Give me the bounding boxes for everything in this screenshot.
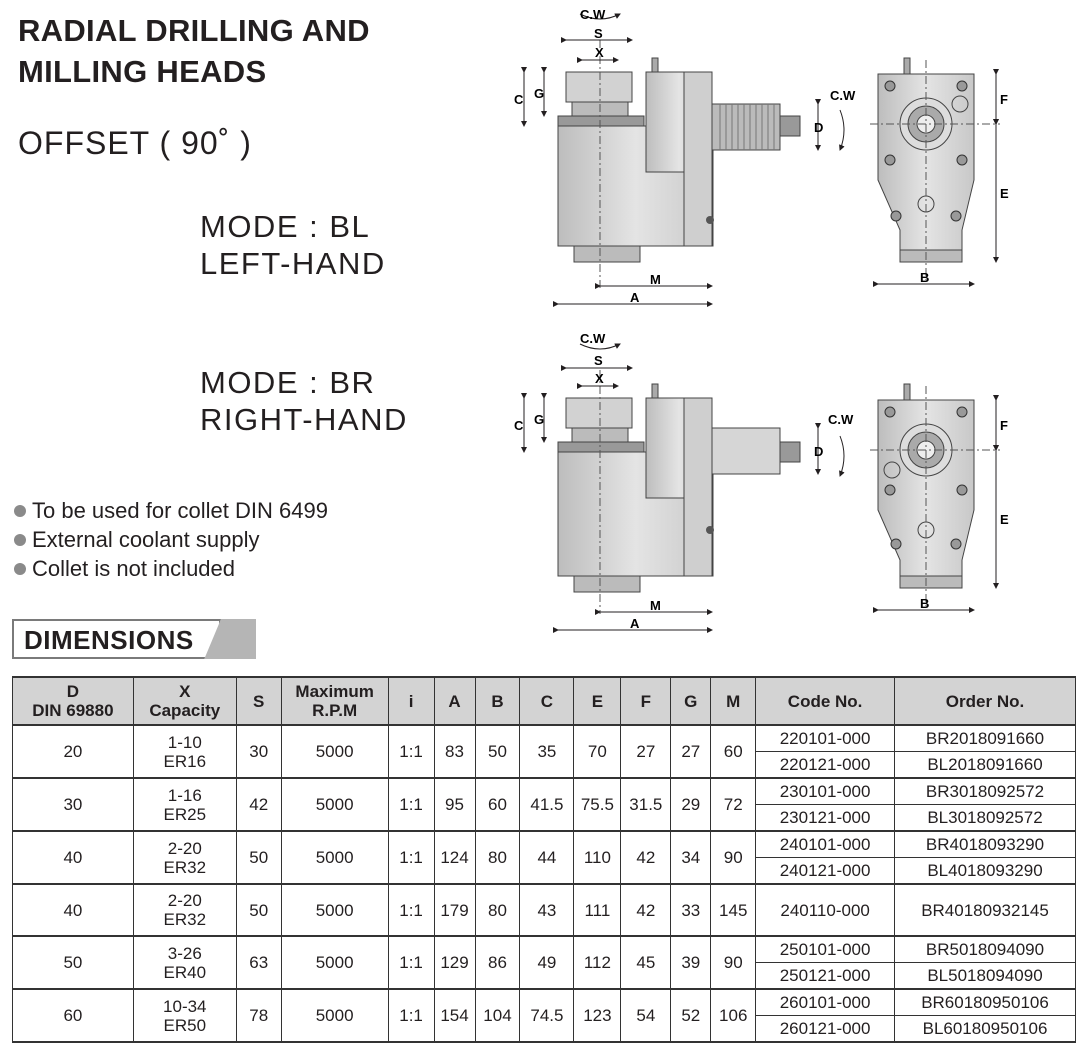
col-header-f: F: [621, 677, 671, 725]
drawing-label-g: G: [534, 86, 545, 101]
drawing-label-s: S: [594, 26, 603, 41]
drawing-label-cw: C.W: [830, 88, 856, 103]
cell-code: 240121-000: [756, 858, 895, 885]
cell-a: 154: [434, 989, 475, 1042]
drawing-label-cw: C.W: [828, 412, 854, 427]
col-header-i: i: [388, 677, 434, 725]
cell-i: 1:1: [388, 936, 434, 989]
cell-rpm: 5000: [281, 831, 388, 884]
cell-order: BL60180950106: [895, 1016, 1076, 1043]
cell-e: 112: [574, 936, 621, 989]
mode-bl-line-1: MODE : BL: [200, 209, 371, 244]
cell-c: 74.5: [520, 989, 574, 1042]
cell-code: 260121-000: [756, 1016, 895, 1043]
cell-x: 1-16 ER25: [133, 778, 236, 831]
mode-bl-line-2: LEFT-HAND: [200, 246, 386, 281]
drawing-label-cw: C.W: [580, 7, 606, 22]
cell-f: 54: [621, 989, 671, 1042]
front-view-br: [870, 384, 1009, 611]
cell-s: 50: [236, 831, 281, 884]
offset-subtitle: OFFSET ( 90˚ ): [18, 125, 252, 161]
cell-x: 1-10 ER16: [133, 725, 236, 778]
col-header-c: C: [520, 677, 574, 725]
drawing-label-b: B: [920, 270, 930, 285]
dimensions-heading: DIMENSIONS: [24, 625, 194, 655]
drawing-label-f: F: [1000, 92, 1008, 107]
cell-i: 1:1: [388, 831, 434, 884]
cell-d: 40: [13, 831, 134, 884]
cell-c: 35: [520, 725, 574, 778]
mode-br-line-2: RIGHT-HAND: [200, 402, 408, 437]
cell-order: BR5018094090: [895, 936, 1076, 963]
drawing-label-f: F: [1000, 418, 1008, 433]
cell-d: 30: [13, 778, 134, 831]
cell-i: 1:1: [388, 725, 434, 778]
cell-order: BR60180950106: [895, 989, 1076, 1016]
cell-d: 60: [13, 989, 134, 1042]
cell-g: 52: [671, 989, 711, 1042]
cell-c: 44: [520, 831, 574, 884]
cell-g: 27: [671, 725, 711, 778]
drawing-label-d: D: [814, 444, 824, 459]
cell-g: 34: [671, 831, 711, 884]
cell-i: 1:1: [388, 989, 434, 1042]
drawing-label-x: X: [595, 371, 604, 386]
col-header-code: Code No.: [756, 677, 895, 725]
cell-rpm: 5000: [281, 989, 388, 1042]
feature-item: External coolant supply: [14, 525, 328, 554]
cell-c: 49: [520, 936, 574, 989]
cell-code: 260101-000: [756, 989, 895, 1016]
cell-m: 145: [711, 884, 756, 936]
mode-br-label: [200, 364, 408, 438]
col-header-g: G: [671, 677, 711, 725]
bullet-icon: [14, 563, 26, 575]
bullet-icon: [14, 505, 26, 517]
cell-m: 72: [711, 778, 756, 831]
cell-s: 42: [236, 778, 281, 831]
col-header-m: M: [711, 677, 756, 725]
cell-code: 220101-000: [756, 725, 895, 752]
cell-d: 40: [13, 884, 134, 936]
cell-x: 3-26 ER40: [133, 936, 236, 989]
col-header-s: S: [236, 677, 281, 725]
drawing-label-s: S: [594, 353, 603, 368]
cell-x: 10-34 ER50: [133, 989, 236, 1042]
title-line-1: RADIAL DRILLING AND: [18, 13, 370, 48]
cell-code: 250101-000: [756, 936, 895, 963]
cell-f: 27: [621, 725, 671, 778]
cell-order: BL4018093290: [895, 858, 1076, 885]
technical-drawings: [500, 0, 1088, 640]
cell-code: 230121-000: [756, 805, 895, 832]
table-row: [13, 989, 1076, 1016]
cell-order: BL5018094090: [895, 963, 1076, 990]
cell-rpm: 5000: [281, 936, 388, 989]
table-header-row: [13, 677, 1076, 725]
drawing-label-m: M: [650, 598, 661, 613]
cell-f: 42: [621, 884, 671, 936]
drawing-label-g: G: [534, 412, 545, 427]
cell-rpm: 5000: [281, 725, 388, 778]
cell-i: 1:1: [388, 778, 434, 831]
cell-f: 42: [621, 831, 671, 884]
cell-s: 50: [236, 884, 281, 936]
cell-order: BR4018093290: [895, 831, 1076, 858]
cell-e: 75.5: [574, 778, 621, 831]
cell-code: 240110-000: [756, 884, 895, 936]
drawing-label-m: M: [650, 272, 661, 287]
cell-e: 110: [574, 831, 621, 884]
cell-a: 83: [434, 725, 475, 778]
col-header-d: D DIN 69880: [13, 677, 134, 725]
col-header-a: A: [434, 677, 475, 725]
page-title: [18, 10, 370, 92]
col-header-order: Order No.: [895, 677, 1076, 725]
cell-g: 29: [671, 778, 711, 831]
cell-x: 2-20 ER32: [133, 884, 236, 936]
col-header-b: B: [475, 677, 520, 725]
cell-e: 111: [574, 884, 621, 936]
cell-c: 43: [520, 884, 574, 936]
drawing-label-cw: C.W: [580, 331, 606, 346]
cell-rpm: 5000: [281, 778, 388, 831]
table-row: [13, 884, 1076, 936]
cell-m: 60: [711, 725, 756, 778]
cell-a: 95: [434, 778, 475, 831]
cell-order: BR40180932145: [895, 884, 1076, 936]
cell-g: 39: [671, 936, 711, 989]
drawing-label-c: C: [514, 418, 524, 433]
drawing-label-a: A: [630, 290, 640, 305]
feature-list: [14, 496, 328, 583]
mode-br-line-1: MODE : BR: [200, 365, 376, 400]
cell-m: 90: [711, 936, 756, 989]
cell-m: 90: [711, 831, 756, 884]
cell-order: BR3018092572: [895, 778, 1076, 805]
cell-s: 63: [236, 936, 281, 989]
cell-b: 104: [475, 989, 520, 1042]
cell-d: 20: [13, 725, 134, 778]
cell-order: BR2018091660: [895, 725, 1076, 752]
cell-m: 106: [711, 989, 756, 1042]
cell-code: 230101-000: [756, 778, 895, 805]
cell-a: 124: [434, 831, 475, 884]
cell-d: 50: [13, 936, 134, 989]
cell-f: 31.5: [621, 778, 671, 831]
drawing-label-c: C: [514, 92, 524, 107]
bullet-icon: [14, 534, 26, 546]
cell-x: 2-20 ER32: [133, 831, 236, 884]
cell-order: BL2018091660: [895, 752, 1076, 779]
cell-b: 80: [475, 884, 520, 936]
cell-order: BL3018092572: [895, 805, 1076, 832]
side-view-bl: [514, 7, 856, 305]
feature-item: Collet is not included: [14, 554, 328, 583]
cell-rpm: 5000: [281, 884, 388, 936]
cell-i: 1:1: [388, 884, 434, 936]
cell-f: 45: [621, 936, 671, 989]
col-header-x: X Capacity: [133, 677, 236, 725]
dimensions-table: [12, 676, 1076, 1043]
drawing-label-d: D: [814, 120, 824, 135]
drawing-label-e: E: [1000, 512, 1009, 527]
side-view-br: [514, 331, 854, 631]
table-body: [13, 725, 1076, 1042]
table-row: [13, 725, 1076, 752]
cell-g: 33: [671, 884, 711, 936]
col-header-rpm: Maximum R.P.M: [281, 677, 388, 725]
title-line-2: MILLING HEADS: [18, 54, 267, 89]
cell-b: 86: [475, 936, 520, 989]
table-row: [13, 936, 1076, 963]
drawing-label-b: B: [920, 596, 930, 611]
cell-c: 41.5: [520, 778, 574, 831]
cell-e: 70: [574, 725, 621, 778]
cell-e: 123: [574, 989, 621, 1042]
table-row: [13, 778, 1076, 805]
drawing-label-x: X: [595, 45, 604, 60]
cell-a: 129: [434, 936, 475, 989]
col-header-e: E: [574, 677, 621, 725]
cell-b: 80: [475, 831, 520, 884]
cell-code: 220121-000: [756, 752, 895, 779]
mode-bl-label: [200, 208, 386, 282]
drawing-label-a: A: [630, 616, 640, 631]
cell-s: 30: [236, 725, 281, 778]
drawing-label-e: E: [1000, 186, 1009, 201]
cell-a: 179: [434, 884, 475, 936]
cell-code: 240101-000: [756, 831, 895, 858]
front-view-bl: [870, 58, 1009, 285]
feature-item: To be used for collet DIN 6499: [14, 496, 328, 525]
table-row: [13, 831, 1076, 858]
cell-b: 50: [475, 725, 520, 778]
cell-b: 60: [475, 778, 520, 831]
cell-s: 78: [236, 989, 281, 1042]
dimensions-heading-banner: [12, 619, 256, 659]
cell-code: 250121-000: [756, 963, 895, 990]
